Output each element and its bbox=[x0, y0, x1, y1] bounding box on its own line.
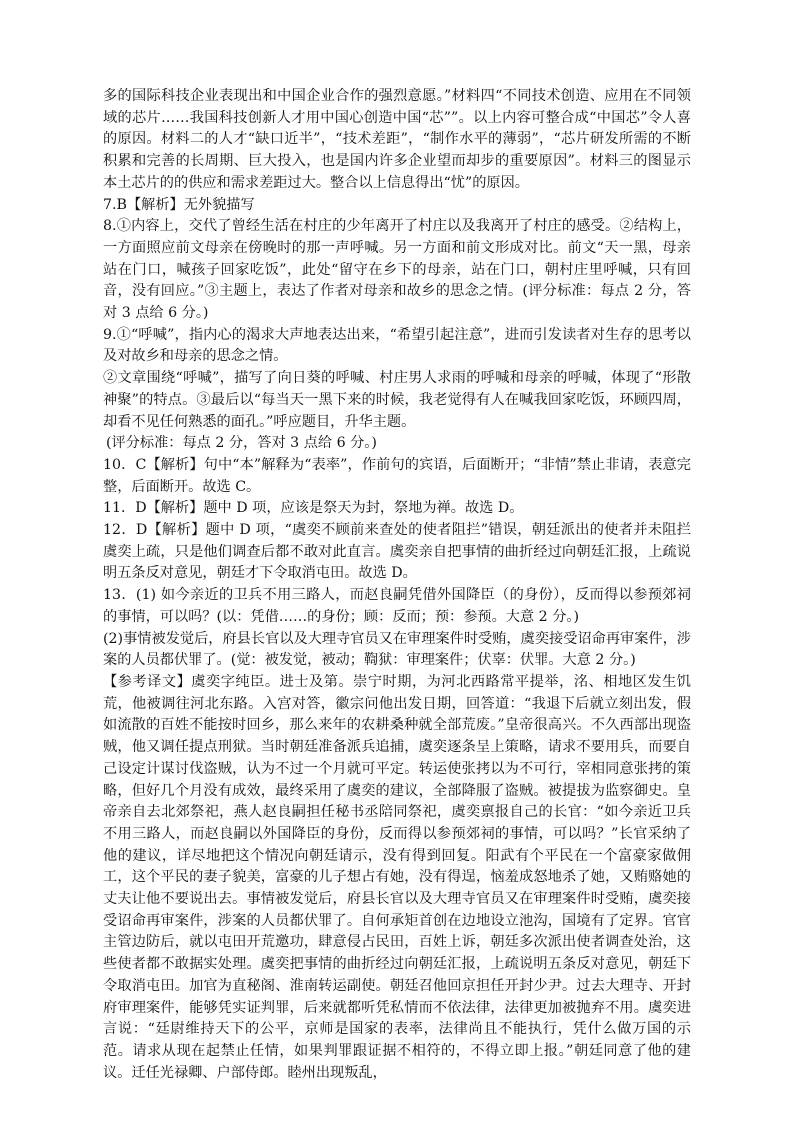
paragraph-answer-7: 7.B【解析】无外貌描写 bbox=[103, 196, 255, 213]
paragraph-answer-12: 12．D【解析】题中 D 项，“虞奕不顾前来查处的使者阻拦”错误，朝廷派出的使者并未阻拦虞奕上疏，只是他们调查后都不敢对此直言。虞奕亲自把事情的曲折经过向朝廷汇报，上疏说明五条反对意见，朝廷才下令取消屯田。故选 D。 bbox=[103, 522, 691, 582]
paragraph-answer-9-scoring: (评分标准：每点 2 分，答对 3 点给 6 分。) bbox=[106, 435, 377, 452]
paragraph-answer-13-part-2: (2)事情被发觉后，府县长官以及大理寺官员又在审理案件时受贿，虞奕接受诏命再审案件，涉案的人员都伏罪了。(觉：被发觉，被动；鞫狱：审理案件；伏辜：伏罪。大意 2 分。) bbox=[103, 630, 691, 669]
paragraph-reference-translation: 【参考译文】虞奕字纯臣。进士及第。崇宁时期，为河北西路常平提举，洺、相地区发生饥荒，他被调往河北东路。入宫对答，徽宗问他出发日期，回答道：“我退下后就立刻出发，假如流散的百姓不能按时回乡，那么来年的农耕桑种就全部荒废。”皇帝很高兴。不久西部出现盗贼，他又调任提点刑狱。当时朝廷准备派兵追捕，虞奕逐条呈上策略，请求不要用兵，而要自己设定计谋讨伐盗贼，认为不过一个月就可平定。转运使张拷以为不可行，宰相同意张拷的策略，但好几个月没有成效，最终采用了虞奕的建议，全部降服了盗贼。被提拔为监察御史。皇帝亲自去北郊祭祀，燕人赵良嗣担任秘书丞陪同祭祀，虞奕禀报自己的长官：“如今亲近卫兵不用三路人，而赵良嗣以外国降臣的身份，反而得以参预郊祠的事情，可以吗？”长官采纳了他的建议，详尽地把这个情况向朝廷请示，没有得到回复。阳武有个平民在一个富豪家做佣工，这个平民的妻子貌美，富豪的儿子想占有她，没有得逞，恼羞成怒地杀了她，又贿赂她的丈夫让他不要说出去。事情被发觉后，府县长官以及大理寺官员又在审理案件时受贿，虞奕接受诏命再审案件，涉案的人员都伏罪了。自何承矩首创在边地设立池沟，国境有了定界。官官主管边防后，就以屯田开荒邀功，肆意侵占民田，百姓上诉，朝廷多次派出使者调查处治，这些使者都不敢据实处理。虞奕把事情的曲折经过向朝廷汇报，上疏说明五条反对意见，朝廷下令取消屯田。加官为直秘阁、淮南转运副使。朝廷召他回京担任开封少尹。过去大理寺、开封府审理案件，能够凭实证判罪，后来就都听凭私情而不依法律，法律更加被抛弃不用。虞奕进言说：“廷尉维持天下的公平，京师是国家的表率，法律尚且不能执行，凭什么做万国的示范。请求从现在起禁止任情，如果判罪跟证据不相符的，不得立即上报。”朝廷同意了他的建议。迁任光禄卿、户部侍郎。睦州出现叛乱， bbox=[103, 673, 691, 1081]
paragraph-material-summary: 多的国际科技企业表现出和中国企业合作的强烈意愿。”材料四“不同技术创造、应用在不同领域的芯片……我国科技创新人才用中国心创造中国“芯””。以上内容可整合成“中国芯”令人喜的原因。材料二的人才“缺口近半”，“技术差距”，“制作水平的薄弱”，“芯片研发所需的不断积累和完善的长周期、巨大投入，也是国内许多企业望而却步的重要原因”。材料三的图显示本土芯片的的供应和需求差距过大。整合以上信息得出“忧”的原因。 bbox=[103, 88, 691, 191]
paragraph-answer-11: 11．D【解析】题中 D 项，应该是祭天为封，祭地为禅。故选 D。 bbox=[103, 500, 524, 517]
paragraph-answer-10: 10．C【解析】句中“本”解释为“表率”，作前句的宾语，后面断开；“非情”禁止非请，表意完整，后面断开。故选 C。 bbox=[103, 456, 691, 495]
paragraph-answer-13-part-1: 13．(1) 如今亲近的卫兵不用三路人，而赵良嗣凭借外国降臣（的身份），反而得以参预郊祠的事情，可以吗？(以：凭借……的身份；顾：反而；预：参预。大意 2 分。) bbox=[103, 587, 691, 625]
paragraph-answer-9-part-2: ②文章围绕“呼喊”，描写了向日葵的呼喊、村庄男人求雨的呼喊和母亲的呼喊，体现了“形散神聚”的特点。③最后以“每当天一黑下来的时候，我老觉得有人在喊我回家吃饭，环顾四周，却看不见任何熟悉的面孔。”呼应题目，升华主题。 bbox=[103, 370, 691, 430]
paragraph-answer-8: 8.①内容上，交代了曾经生活在村庄的少年离开了村庄以及我离开了村庄的感受。②结构上，一方面照应前文母亲在傍晚时的那一声呼喊。另一方面和前文形成对比。前文“天一黑，母亲站在门口，喊孩子回家吃饭”，此处“留守在乡下的母亲，站在门口，朝村庄里呼喊，只有回音，没有回应。”③主题上，表达了作者对母亲和故乡的思念之情。(评分标准：每点 2 分，答对 3 点给 6 分。) bbox=[103, 218, 691, 322]
paragraph-answer-9-part-1: 9.①“呼喊”，指内心的渴求大声地表达出来，“希望引起注意”，进而引发读者对生存的思考以及对故乡和母亲的思念之情。 bbox=[103, 326, 691, 365]
document-page bbox=[103, 86, 691, 1084]
